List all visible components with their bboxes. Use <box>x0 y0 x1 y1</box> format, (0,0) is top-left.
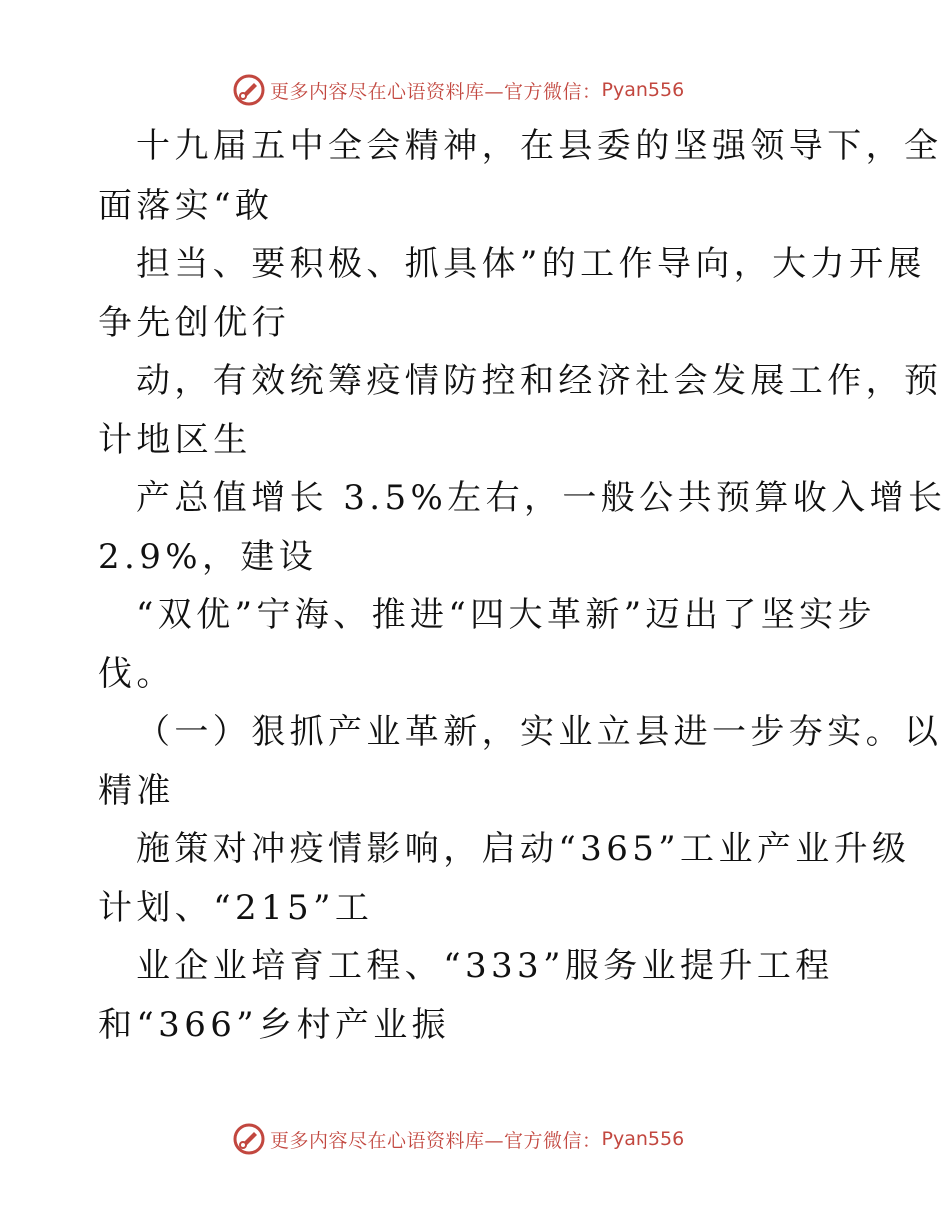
logo-icon <box>232 73 266 107</box>
body-line: 精准 <box>98 771 175 811</box>
body-line: （一）狠抓产业革新，实业立县进一步夯实。以 <box>136 712 943 752</box>
body-line: 产总值增长 3.5%左右，一般公共预算收入增长 <box>136 478 947 518</box>
body-line: 争先创优行 <box>98 303 290 343</box>
body-line: 计地区生 <box>98 420 252 460</box>
footer-watermark <box>232 1122 732 1156</box>
header-watermark <box>232 73 732 107</box>
body-line: 业企业培育工程、“333”服务业提升工程 <box>136 946 834 986</box>
body-line: 和“366”乡村产业振 <box>98 1005 451 1045</box>
logo-icon <box>232 1122 266 1156</box>
watermark-text: 更多内容尽在心语资料库—官方微信： <box>270 1129 602 1152</box>
body-line: “双优”宁海、推进“四大革新”迈出了坚实步 <box>136 595 876 635</box>
watermark-wechat-id: Pyan556 <box>601 79 685 101</box>
body-line: 动，有效统筹疫情防控和经济社会发展工作，预 <box>136 361 943 401</box>
watermark-text: 更多内容尽在心语资料库—官方微信： <box>270 80 602 103</box>
body-line: 计划、“215”工 <box>98 888 374 928</box>
body-line: 2.9%，建设 <box>98 537 318 577</box>
body-line: 面落实“敢 <box>98 186 274 226</box>
body-line: 十九届五中全会精神，在县委的坚强领导下，全 <box>136 126 943 166</box>
body-line: 担当、要积极、抓具体”的工作导向，大力开展 <box>136 244 926 284</box>
body-line: 伐。 <box>98 654 175 694</box>
body-line: 施策对冲疫情影响，启动“365”工业产业升级 <box>136 829 911 869</box>
watermark-wechat-id: Pyan556 <box>601 1128 685 1150</box>
